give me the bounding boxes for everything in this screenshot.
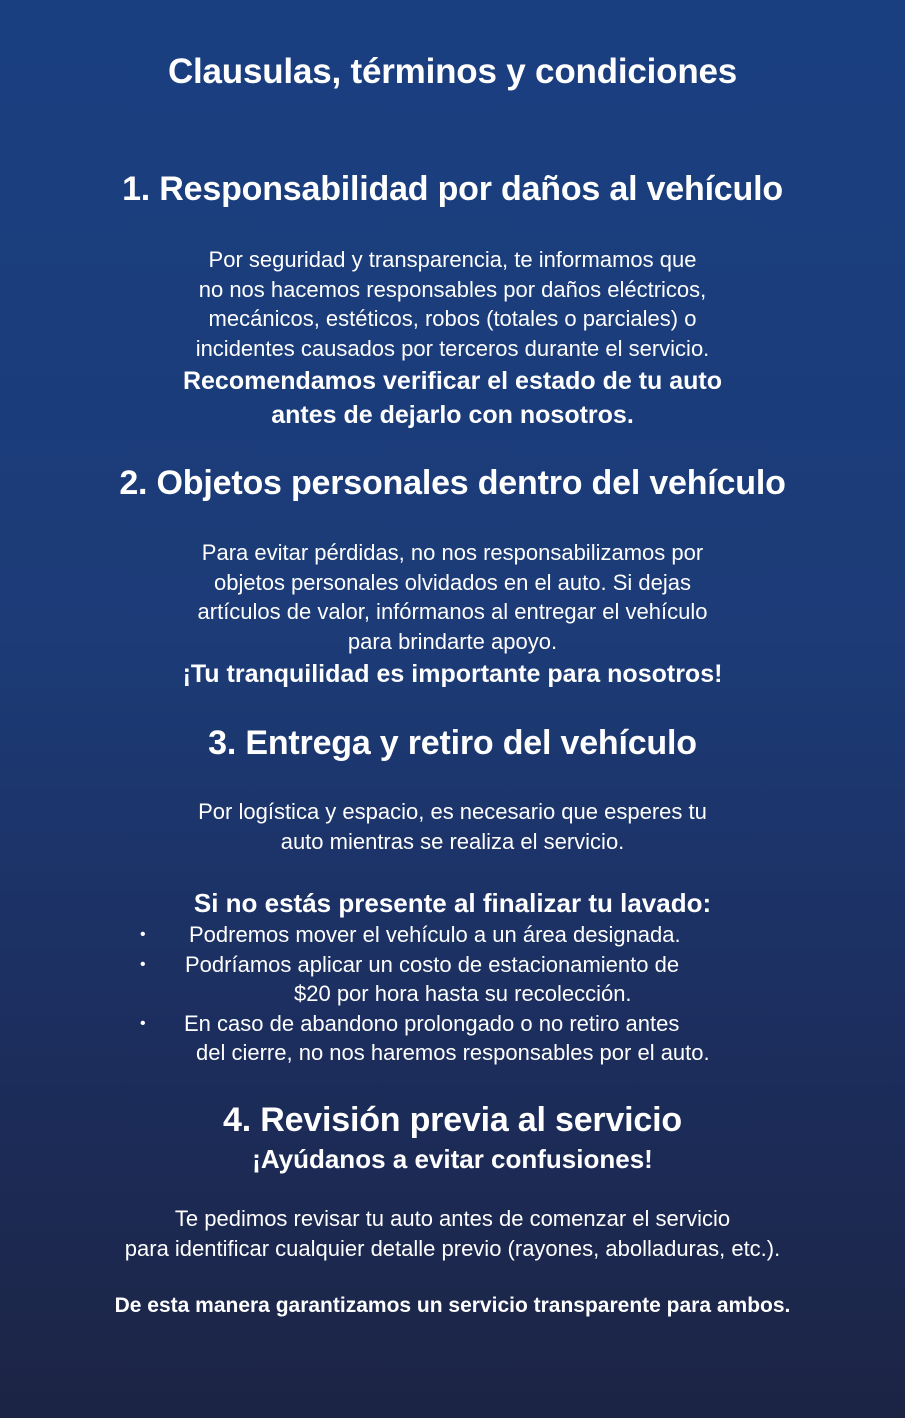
section-4-line: para identificar cualquier detalle previo (rayones, abolladuras, etc.). xyxy=(124,1235,781,1261)
bullet-continuation xyxy=(0,979,905,1009)
section-3-heading: 3. Entrega y retiro del vehículo xyxy=(208,724,697,762)
section-1-emphasis xyxy=(0,364,905,432)
section-1-line: incidentes causados por terceros durante el servicio. xyxy=(195,335,710,361)
bullet-text: Podríamos aplicar un costo de estacionamiento de xyxy=(185,951,680,977)
bullet-icon: • xyxy=(140,926,146,943)
section-1-heading: 1. Responsabilidad por daños al vehículo xyxy=(122,170,783,208)
closing-statement: De esta manera garantizamos un servicio transparente para ambos. xyxy=(114,1294,791,1317)
bullet-icon: • xyxy=(140,1014,146,1032)
bullet-item xyxy=(0,950,905,980)
section-2-line: artículos de valor, infórmanos al entregar el vehículo xyxy=(197,599,708,624)
section-1-line: Por seguridad y transparencia, te informamos que xyxy=(208,247,697,272)
page-title: Clausulas, términos y condiciones xyxy=(167,52,738,91)
bullet-text: del cierre, no nos haremos responsables por el auto. xyxy=(196,1040,710,1065)
section-1-body xyxy=(0,245,905,363)
bullet-item xyxy=(0,920,905,950)
section-4-heading: 4. Revisión previa al servicio xyxy=(223,1101,682,1139)
section-3-line: auto mientras se realiza el servicio. xyxy=(280,828,625,854)
section-1-line: no nos hacemos responsables por daños eléctricos, xyxy=(198,276,707,302)
section-2-line: Para evitar pérdidas, no nos responsabilizamos por xyxy=(201,540,704,565)
section-2-body xyxy=(0,538,905,656)
section-1-emphasis-line: Recomendamos verificar el estado de tu auto xyxy=(182,367,723,395)
section-3-body xyxy=(0,797,905,856)
section-2-emphasis: ¡Tu tranquilidad es importante para nosotros! xyxy=(182,660,723,688)
bullet-continuation xyxy=(0,1038,905,1068)
section-1-line: mecánicos, estéticos, robos (totales o parciales) o xyxy=(208,306,697,331)
section-2-heading: 2. Objetos personales dentro del vehículo xyxy=(119,464,786,502)
section-3-line: Por logística y espacio, es necesario que esperes tu xyxy=(198,799,707,824)
bullet-text: $20 por hora hasta su recolección. xyxy=(294,981,632,1006)
section-2-line: para brindarte apoyo. xyxy=(347,628,558,654)
bullet-text: En caso de abandono prolongado o no retiro antes xyxy=(184,1010,680,1036)
section-4-line: Te pedimos revisar tu auto antes de comenzar el servicio xyxy=(174,1206,731,1231)
section-1-emphasis-line: antes de dejarlo con nosotros. xyxy=(271,401,634,429)
section-4-subheading: ¡Ayúdanos a evitar confusiones! xyxy=(252,1144,653,1174)
section-4-body xyxy=(0,1204,905,1263)
section-2-line: objetos personales olvidados en el auto. Si dejas xyxy=(214,569,691,595)
section-3-subheading: Si no estás presente al finalizar tu lavado: xyxy=(193,888,712,918)
bullet-text: Podremos mover el vehículo a un área designada. xyxy=(189,922,681,947)
section-3-bullet-list xyxy=(0,920,905,1068)
bullet-icon: • xyxy=(140,955,146,973)
bullet-item xyxy=(0,1009,905,1039)
